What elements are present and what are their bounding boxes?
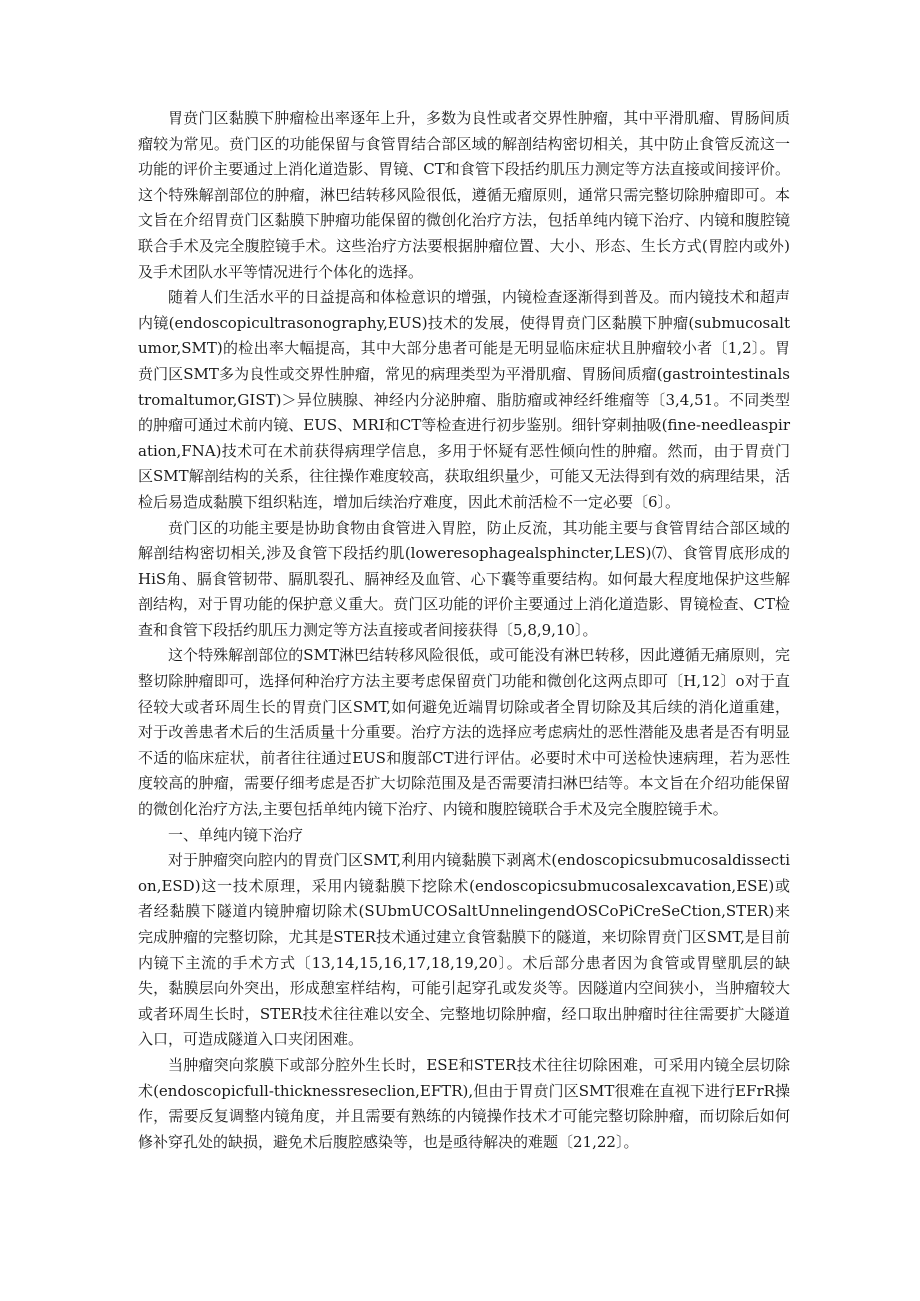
section-heading-endoscopic: 一、单纯内镜下治疗: [168, 825, 304, 844]
paragraph-treatment-principle: 这个特殊解剖部位的SMT淋巴结转移风险很低，或可能没有淋巴转移，因此遵循无痛原则，完整切除肿瘤即可，选择何种治疗方法主要考虑保留贲门功能和微创化这两点即可〔H,12〕o对于直径较大或者环周生长的胃贲门区SMT,如何避免近端胃切除或者全胃切除及其后续的消化道重建，对于改善患者术后的生活质量十分重要。治疗方法的选择应考虑病灶的恶性潜能及患者是否有明显不适的临床症状，前者往往通过EUS和腹部CT进行评估。必要时术中可送检快速病理，若为恶性度较高的肿瘤，需要仔细考虑是否扩大切除范围及是否需要清扫淋巴结等。本文旨在介绍功能保留的微创化治疗方法,主要包括单纯内镜下治疗、内镜和腹腔镜联合手术及完全腹腔镜手术。: [138, 646, 790, 819]
paragraph-intro: 胃贲门区黏膜下肿瘤检出率逐年上升，多数为良性或者交界性肿瘤，其中平滑肌瘤、胃肠间质瘤较为常见。贲门区的功能保留与食管胃结合部区域的解剖结构密切相关，其中防止食管反流这一功能的评价主要通过上消化道造影、胃镜、CT和食管下段括约肌压力测定等方法直接或间接评价。这个特殊解剖部位的肿瘤，淋巴结转移风险很低，遵循无瘤原则，通常只需完整切除肿瘤即可。本文旨在介绍胃贲门区黏膜下肿瘤功能保留的微创化治疗方法，包括单纯内镜下治疗、内镜和腹腔镜联合手术及完全腹腔镜手术。这些治疗方法要根据肿瘤位置、大小、形态、生长方式(胃腔内或外)及手术团队水平等情况进行个体化的选择。: [138, 109, 790, 281]
paragraph-cardia-function: 贲门区的功能主要是协助食物由食管进入胃腔，防止反流，其功能主要与食管胃结合部区域的解剖结构密切相关,涉及食管下段括约肌(loweresophagealsphincter,LES)⑺、食管胃底形成的HiS角、膈食管韧带、膈肌裂孔、膈神经及血管、心下囊等重要结构。如何最大程度地保护这些解剖结构，对于胃功能的保护意义重大。贲门区功能的评价主要通过上消化道造影、胃镜检查、CT检查和食管下段括约肌压力测定等方法直接或者间接获得〔5,8,9,10〕。: [138, 518, 790, 639]
paragraph-endoscopic-methods: 对于肿瘤突向腔内的胃贲门区SMT,利用内镜黏膜下剥离术(endoscopicsubmucosaldissection,ESD)这一技术原理，采用内镜黏膜下挖除术(endoscopicsubmucosalexcavation,ESE)或者经黏膜下隧道内镜肿瘤切除术(SUbmUCOSaltUnnelingendOSCoPiCreSeCtion,STER)来完成肿瘤的完整切除，尤其是STER技术通过建立食管黏膜下的隧道，来切除胃贲门区SMT,是目前内镜下主流的手术方式〔13,14,15,16,17,18,19,20〕。术后部分患者因为食管或胃壁肌层的缺失，黏膜层向外突出，形成憩室样结构，可能引起穿孔或发炎等。因隧道内空间狭小，当肿瘤较大或者环周生长时，STER技术往往难以安全、完整地切除肿瘤，经口取出肿瘤时往往需要扩大隧道入口，可造成隧道入口夹闭困难。: [138, 851, 790, 1049]
paragraph-background: 随着人们生活水平的日益提高和体检意识的增强，内镜检查逐渐得到普及。而内镜技术和超声内镜(endoscopicultrasonography,EUS)技术的发展，使得胃贲门区黏膜下肿瘤(submucosaltumor,SMT)的检出率大幅提高，其中大部分患者可能是无明显临床症状且肿瘤较小者〔1,2〕。胃贲门区SMT多为良性或交界性肿瘤，常见的病理类型为平滑肌瘤、胃肠间质瘤(gastrointestinalstromaltumor,GIST)＞异位胰腺、神经内分泌肿瘤、脂肪瘤或神经纤维瘤等〔3,4,51。不同类型的肿瘤可通过术前内镜、EUS、MRI和CT等检查进行初步鉴别。细针穿刺抽吸(fine-needleaspiration,FNA)技术可在术前获得病理学信息，多用于怀疑有恶性倾向性的肿瘤。然而，由于胃贲门区SMT解剖结构的关系，往往操作难度较高，获取组织量少，可能又无法得到有效的病理结果，活检后易造成黏膜下组织粘连，增加后续治疗难度，因此术前活检不一定必要〔6〕。: [138, 288, 790, 511]
document-body: [138, 106, 790, 1155]
paragraph-eftr: 当肿瘤突向浆膜下或部分腔外生长时，ESE和STER技术往往切除困难，可采用内镜全层切除术(endoscopicfull-thicknessreseclion,EFTR),但由于胃贲门区SMT很难在直视下进行EFrR操作，需要反复调整内镜角度，并且需要有熟练的内镜操作技术才可能完整切除肿瘤，而切除后如何修补穿孔处的缺损，避免术后腹腔感染等，也是亟待解决的难题〔21,22〕。: [138, 1055, 790, 1151]
